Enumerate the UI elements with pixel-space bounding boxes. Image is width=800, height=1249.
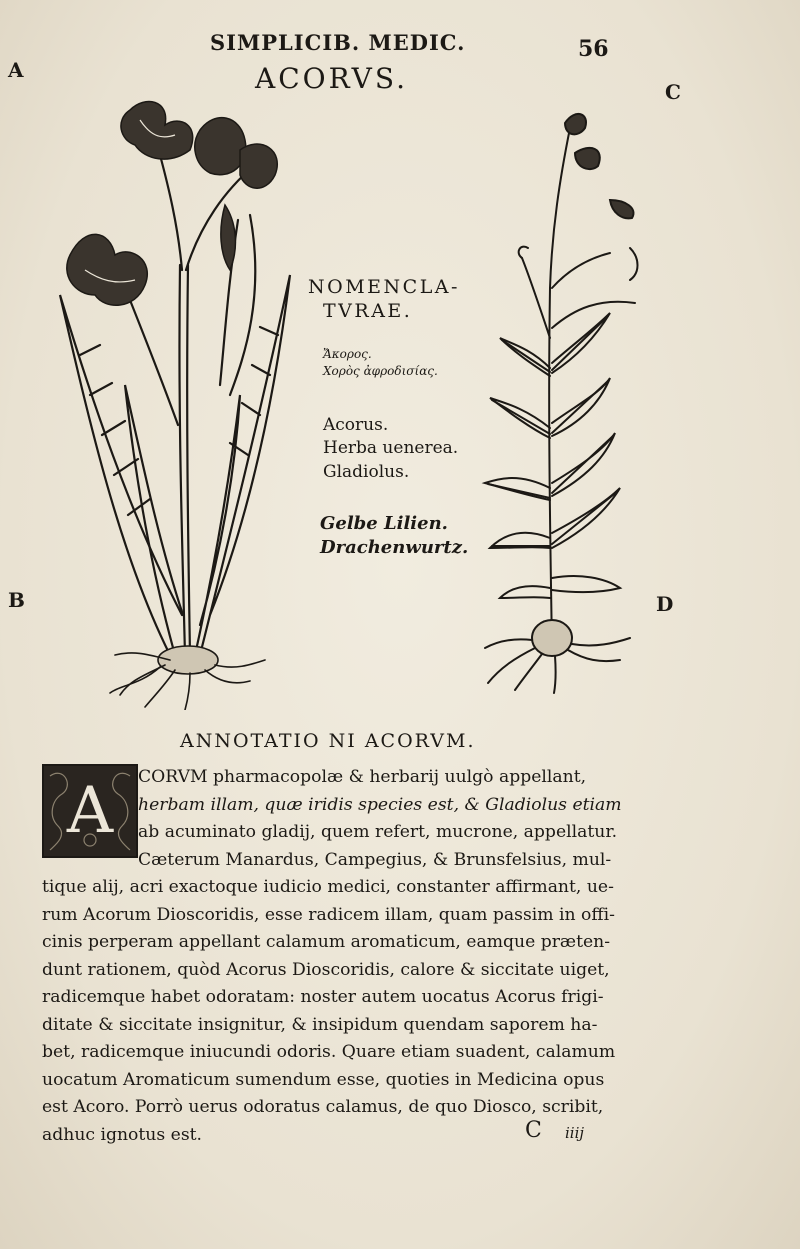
signature-number: iiij — [565, 1124, 585, 1142]
text-line: CORVM pharmacopolæ & herbarij uulgò appellant, — [138, 767, 587, 787]
text-line: bet, radicemque iniucundi odoris. Quare etiam suadent, calamum — [42, 1042, 616, 1063]
section-marker-c: C — [665, 80, 681, 104]
text-line: ab acuminato gladij, quem refert, mucrone, appellatur. — [138, 822, 618, 843]
german-name-2: Drachenwurtz. — [320, 537, 469, 559]
text-line: dunt rationem, quòd Acorus Dioscoridis, calore & siccitate uiget, — [42, 959, 610, 980]
section-marker-b: B — [8, 588, 25, 612]
text-line: est Acoro. Porrò uerus odoratus calamus, de quo Diosco, scribit, — [42, 1097, 604, 1118]
iris-woodcut-illustration — [50, 95, 300, 710]
text-line: herbam illam, quæ iridis species est, & Gladiolus etiam — [138, 794, 622, 815]
greek-names — [323, 346, 438, 381]
signature-letter: C — [525, 1118, 542, 1143]
page-title: ACORVS. — [255, 62, 408, 95]
section-marker-a: A — [8, 58, 24, 82]
german-names — [320, 512, 468, 561]
text-line: adhuc ignotus est. — [42, 1124, 203, 1145]
text-line: cinis perperam appellant calamum aromaticum, eamque præten- — [42, 932, 611, 953]
latin-name-3: Gladiolus. — [323, 461, 410, 482]
greek-name-2: Χορὸς ἀφροδισίας. — [323, 364, 438, 379]
nomenclature-heading-line-2: TVRAE. — [323, 299, 413, 322]
text-line: Cæterum Manardus, Campegius, & Brunsfelsius, mul- — [138, 849, 612, 870]
section-marker-d: D — [656, 592, 674, 616]
text-line: rum Acorum Dioscoridis, esse radicem illam, quam passim in offi- — [42, 904, 615, 925]
running-head: SIMPLICIB. MEDIC. — [210, 30, 466, 55]
latin-names — [323, 414, 458, 484]
annotation-heading: ANNOTATIO NI ACORVM. — [180, 730, 476, 752]
flowering-stalk-woodcut-illustration — [480, 108, 650, 698]
latin-name-2: Herba uenerea. — [323, 438, 459, 459]
text-line: ditate & siccitate insignitur, & insipidum quendam saporem ha- — [42, 1014, 598, 1035]
latin-name-1: Acorus. — [323, 415, 389, 435]
german-name-1: Gelbe Lilien. — [320, 513, 448, 534]
nomenclature-heading — [308, 276, 460, 324]
text-line: tique alij, acri exactoque iudicio medici, constanter affirmant, ue- — [42, 877, 614, 898]
annotation-body — [42, 764, 654, 1149]
initial-letter: A — [66, 774, 114, 848]
greek-name-1: Ἄκορος. — [323, 347, 372, 361]
folio-number: 56 — [578, 36, 609, 62]
text-line: uocatum Aromaticum sumendum esse, quoties in Medicina opus — [42, 1069, 605, 1090]
text-line: radicemque habet odoratam: noster autem uocatus Acorus frigi- — [42, 987, 604, 1008]
nomenclature-heading-line-1: NOMENCLA- — [308, 276, 460, 298]
